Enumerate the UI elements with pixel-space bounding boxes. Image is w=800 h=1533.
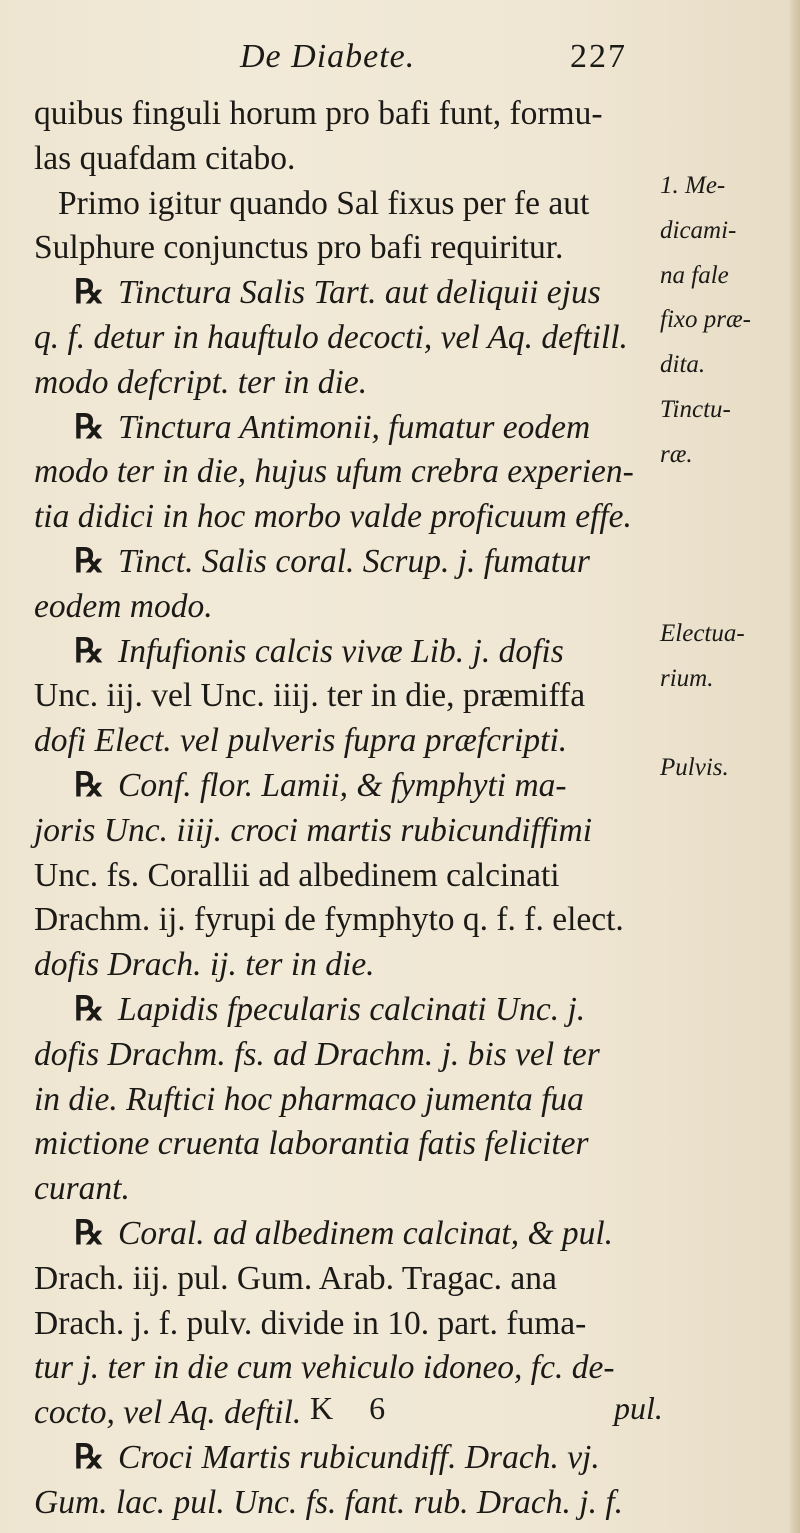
page-edge [790, 0, 800, 1533]
recipe-symbol: ℞ [74, 990, 105, 1028]
text-line [34, 182, 654, 227]
text-line [34, 406, 654, 451]
line-text: dofi Elect. vel pulveris fupra præfcripti. [34, 722, 568, 760]
line-text: in die. Ruftici hoc pharmaco jumenta fua [34, 1080, 584, 1118]
line-text: Drachm. ij. fyrupi de fymphyto q. f. f. elect. [34, 901, 624, 939]
text-line [34, 1346, 654, 1391]
text-line [34, 1033, 654, 1078]
text-line [34, 898, 654, 943]
text-line [34, 943, 654, 988]
margin-note: Pulvis. [660, 754, 729, 782]
line-text: Conf. flor. Lamii, & fymphyti ma- [118, 766, 567, 804]
line-text: Primo igitur quando Sal fixus per fe aut [58, 184, 590, 222]
line-text: cocto, vel Aq. deftil. [34, 1394, 302, 1432]
line-text: Drach. iij. pul. Gum. Arab. Tragac. ana [34, 1259, 557, 1297]
text-line [34, 495, 654, 540]
text-line [34, 271, 654, 316]
body-text [34, 92, 654, 1526]
text-line [34, 988, 654, 1033]
text-line [34, 1302, 654, 1347]
text-line [34, 1167, 654, 1212]
recipe-symbol: ℞ [74, 542, 105, 580]
signature-mark: K 6 [310, 1390, 400, 1426]
line-text: eodem modo. [34, 587, 213, 625]
recipe-symbol: ℞ [74, 766, 105, 804]
line-text: modo defcript. ter in die. [34, 363, 368, 401]
text-line [34, 764, 654, 809]
line-text: las quafdam citabo. [34, 139, 296, 177]
line-text: q. f. detur in hauftulo decocti, vel Aq. deftill. [34, 318, 628, 356]
line-text: dofis Drach. ij. ter in die. [34, 946, 375, 984]
running-title: De Diabete. [240, 38, 416, 75]
line-text: Infufionis calcis vivæ Lib. j. dofis [118, 632, 564, 670]
text-line [34, 1257, 654, 1302]
line-text: Sulphure conjunctus pro bafi requiritur. [34, 229, 564, 267]
line-text: Gum. lac. pul. Unc. fs. fant. rub. Drach. j. f. [34, 1483, 624, 1521]
text-line [34, 630, 654, 675]
text-line [34, 719, 654, 764]
line-text: Drach. j. f. pulv. divide in 10. part. fuma- [34, 1304, 587, 1342]
text-line [34, 1078, 654, 1123]
line-text: Unc. fs. Corallii ad albedinem calcinati [34, 856, 560, 894]
margin-note: dita. [660, 351, 706, 379]
margin-note: 1. Me- [660, 172, 726, 199]
text-line [34, 137, 654, 182]
line-text: Lapidis fpecularis calcinati Unc. j. [118, 990, 586, 1028]
line-text: mictione cruenta laborantia fatis feliciter [34, 1125, 589, 1163]
margin-note: dicami- [660, 216, 737, 244]
recipe-symbol: ℞ [74, 1438, 105, 1476]
text-line [34, 585, 654, 630]
text-line [34, 316, 654, 361]
line-text: Tinctura Antimonii, fumatur eodem [118, 408, 591, 446]
text-line [34, 450, 654, 495]
line-text: Croci Martis rubicundiff. Drach. vj. [118, 1438, 600, 1476]
margin-note: Tinctu- [660, 396, 731, 423]
line-text: joris Unc. iiij. croci martis rubicundiffimi [34, 811, 593, 849]
recipe-symbol: ℞ [74, 1214, 105, 1252]
text-line [34, 361, 654, 406]
margin-note: Electua- [660, 620, 745, 647]
line-text: tia didici in hoc morbo valde proficuum effe. [34, 498, 632, 536]
text-line [34, 1122, 654, 1167]
line-text: curant. [34, 1170, 130, 1208]
margin-note: na fale [660, 261, 729, 289]
text-line [34, 854, 654, 899]
text-line [34, 809, 654, 854]
line-text: Tinct. Salis coral. Scrup. j. fumatur [118, 542, 590, 580]
text-line [34, 92, 654, 137]
page-footer [0, 1390, 800, 1434]
text-line [34, 674, 654, 719]
line-text: quibus finguli horum pro bafi funt, formu- [34, 95, 603, 132]
recipe-symbol: ℞ [74, 632, 105, 670]
text-line [34, 540, 654, 585]
recipe-symbol: ℞ [74, 274, 105, 312]
page-number: 227 [570, 38, 627, 75]
line-text: Tinctura Salis Tart. aut deliquii ejus [118, 274, 601, 312]
catchword: pul. [614, 1390, 663, 1426]
running-head [240, 38, 660, 82]
margin-note: ræ. [660, 440, 693, 468]
line-text: Unc. iij. vel Unc. iiij. ter in die, præmiffa [34, 677, 586, 715]
margin-note: rium. [660, 664, 714, 692]
recipe-symbol: ℞ [74, 408, 105, 446]
line-text: dofis Drachm. fs. ad Drachm. j. bis vel ter [34, 1035, 600, 1073]
margin-note: fixo præ- [660, 306, 751, 334]
text-line [34, 226, 654, 271]
text-line [34, 1212, 654, 1257]
line-text: Coral. ad albedinem calcinat, & pul. [118, 1214, 614, 1252]
text-line [34, 1481, 654, 1526]
line-text: tur j. ter in die cum vehiculo idoneo, fc. de- [34, 1349, 615, 1387]
line-text: modo ter in die, hujus ufum crebra experien- [34, 453, 634, 491]
text-line [34, 1436, 654, 1481]
